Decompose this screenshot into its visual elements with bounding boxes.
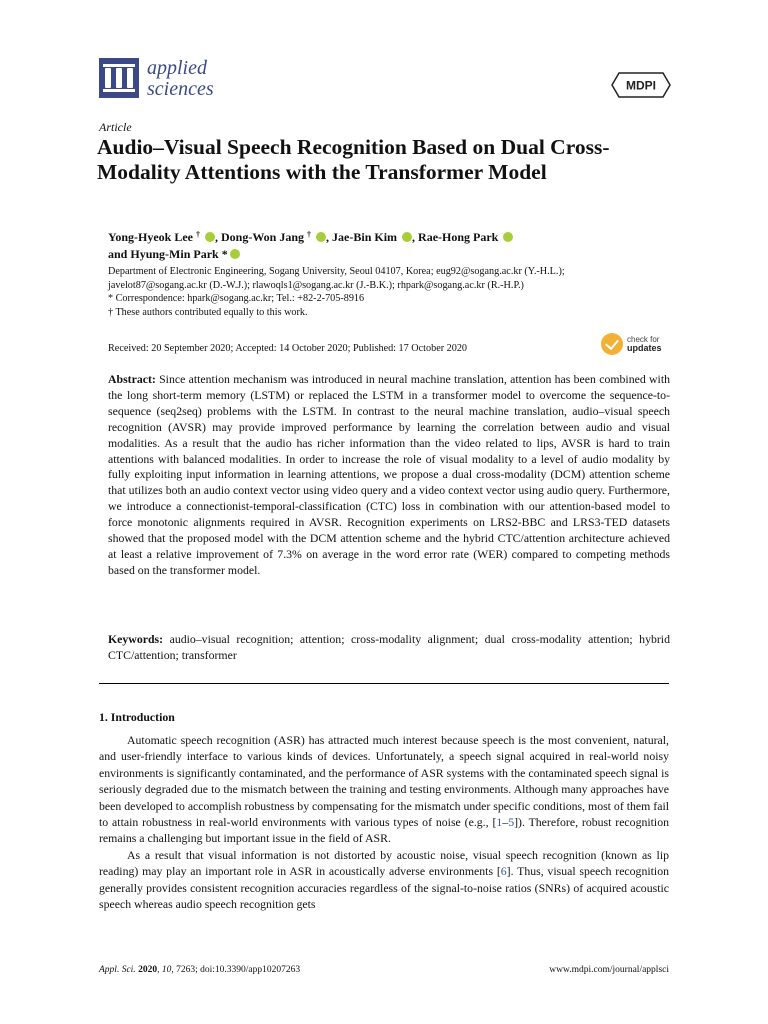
keywords-label: Keywords: (108, 632, 164, 646)
orcid-icon[interactable] (205, 232, 215, 242)
journal-logo (99, 58, 214, 100)
keywords (108, 631, 670, 663)
author-name[interactable]: Dong-Won Jang (221, 230, 305, 244)
equal-contribution-note: † These authors contributed equally to this work. (108, 306, 308, 318)
article-title: Audio–Visual Speech Recognition Based on Dual Cross-Modality Attentions with the Transformer Model (97, 135, 610, 184)
abstract-label: Abstract: (108, 372, 156, 386)
author-name[interactable]: Rae-Hong Park (418, 230, 499, 244)
orcid-icon[interactable] (230, 249, 240, 259)
checkmark-icon (601, 333, 623, 355)
author-name[interactable]: Yong-Hyeok Lee (108, 230, 193, 244)
footer-journal-url[interactable]: www.mdpi.com/journal/applsci (549, 965, 669, 975)
journal-logo-icon (99, 58, 139, 98)
affiliations (108, 265, 678, 319)
keywords-text: audio–visual recognition; attention; cross-modality alignment; dual cross-modality attention; hybrid CTC/attention; transformer (108, 632, 670, 662)
citation-link[interactable]: 5 (508, 815, 515, 830)
publication-dates: Received: 20 September 2020; Accepted: 14 October 2020; Published: 17 October 2020 (108, 343, 468, 354)
paragraph: Automatic speech recognition (ASR) has attracted much interest because speech is the most convenient, natural, and user-friendly interface to various kinds of devices. Unfortunately, a speech signal acquired in real-world noisy environments is significantly contaminated, and the performance of ASR systems with the contaminated speech signal is seriously degraded due to the mismatch between the training and testing environments. Although many approaches have been developed to accomplish robustness by compensating for the mismatch under specific conditions, most of them fail to attain robustness in real-world environments with various types of noise (e.g., [1–5]). Therefore, robust recognition remains a challenging but important issue in the field of ASR. (99, 733, 669, 846)
section-heading: 1. Introduction (99, 710, 175, 724)
author-list: Yong-Hyeok Lee † , Dong-Won Jang † , Jae-Bin Kim , Rae-Hong Park and Hyung-Min Park * (108, 226, 668, 263)
article-type: Article (99, 120, 132, 134)
svg-text:MDPI: MDPI (626, 78, 656, 93)
footer-citation: Appl. Sci. 2020, 10, 7263; doi:10.3390/app10207263 (99, 965, 301, 975)
section-body (99, 732, 669, 912)
orcid-icon[interactable] (402, 232, 412, 242)
abstract (108, 372, 670, 579)
check-for-updates-badge[interactable]: check for updates (601, 333, 662, 355)
orcid-icon[interactable] (503, 232, 513, 242)
divider (99, 683, 669, 684)
publisher-logo (611, 72, 671, 98)
affiliation-line: Department of Electronic Engineering, Sogang University, Seoul 04107, Korea; eug92@sogang.ac.kr (Y.-H.L.); (108, 266, 565, 277)
abstract-text: Since attention mechanism was introduced in neural machine translation, attention has been combined with the long short-term memory (LSTM) or replaced the LSTM in a transformer model to overcome the sequence-to-sequence (seq2seq) problems with the LSTM. In contrast to the neural machine translation, audio–visual speech recognition (AVSR) may provide improved performance by learning the correlation between audio and visual modalities. As a result that the audio has richer information than the video related to lips, AVSR is hard to train attentions with balanced modalities. In order to increase the role of visual modality to a level of audio modality by fully exploiting input information in learning attentions, we propose a dual cross-modality (DCM) attention scheme that utilizes both an audio context vector using video query and a video context vector using audio query. Furthermore, we introduce a connectionist-temporal-classification (CTC) loss in combination with our attention-based model to force monotonic alignments required in AVSR. Recognition experiments on LRS2-BBC and LRS3-TED datasets showed that the proposed model with the DCM attention scheme and the hybrid CTC/attention architecture achieved at least a relative improvement of 7.3% on average in the word error rate (WER) compared to competing methods based on the transformer model. (108, 372, 671, 577)
citation-link[interactable]: 6 (500, 864, 507, 879)
author-name[interactable]: Jae-Bin Kim (332, 230, 398, 244)
author-name[interactable]: Hyung-Min Park (130, 247, 219, 261)
paragraph: As a result that visual information is not distorted by acoustic noise, visual speech recognition (known as lip reading) may play an important role in ASR in acoustically adverse environments [6]. Thus, visual speech recognition generally provides consistent recognition accuracies regardless of the signal-to-noise ratios (SNRs) of acquired acoustic speech whereas audio speech recognition gets (99, 847, 669, 912)
correspondence: * Correspondence: hpark@sogang.ac.kr; Tel.: +82-2-705-8916 (108, 293, 365, 304)
affiliation-line: javelot87@sogang.ac.kr (D.-W.J.); rlawoqls1@sogang.ac.kr (J.-B.K.); rhpark@sogang.ac.kr (R.-H.P.) (108, 279, 524, 291)
citation-link[interactable]: 1 (496, 815, 503, 830)
journal-name: applied sciences (147, 57, 214, 100)
orcid-icon[interactable] (316, 232, 326, 242)
